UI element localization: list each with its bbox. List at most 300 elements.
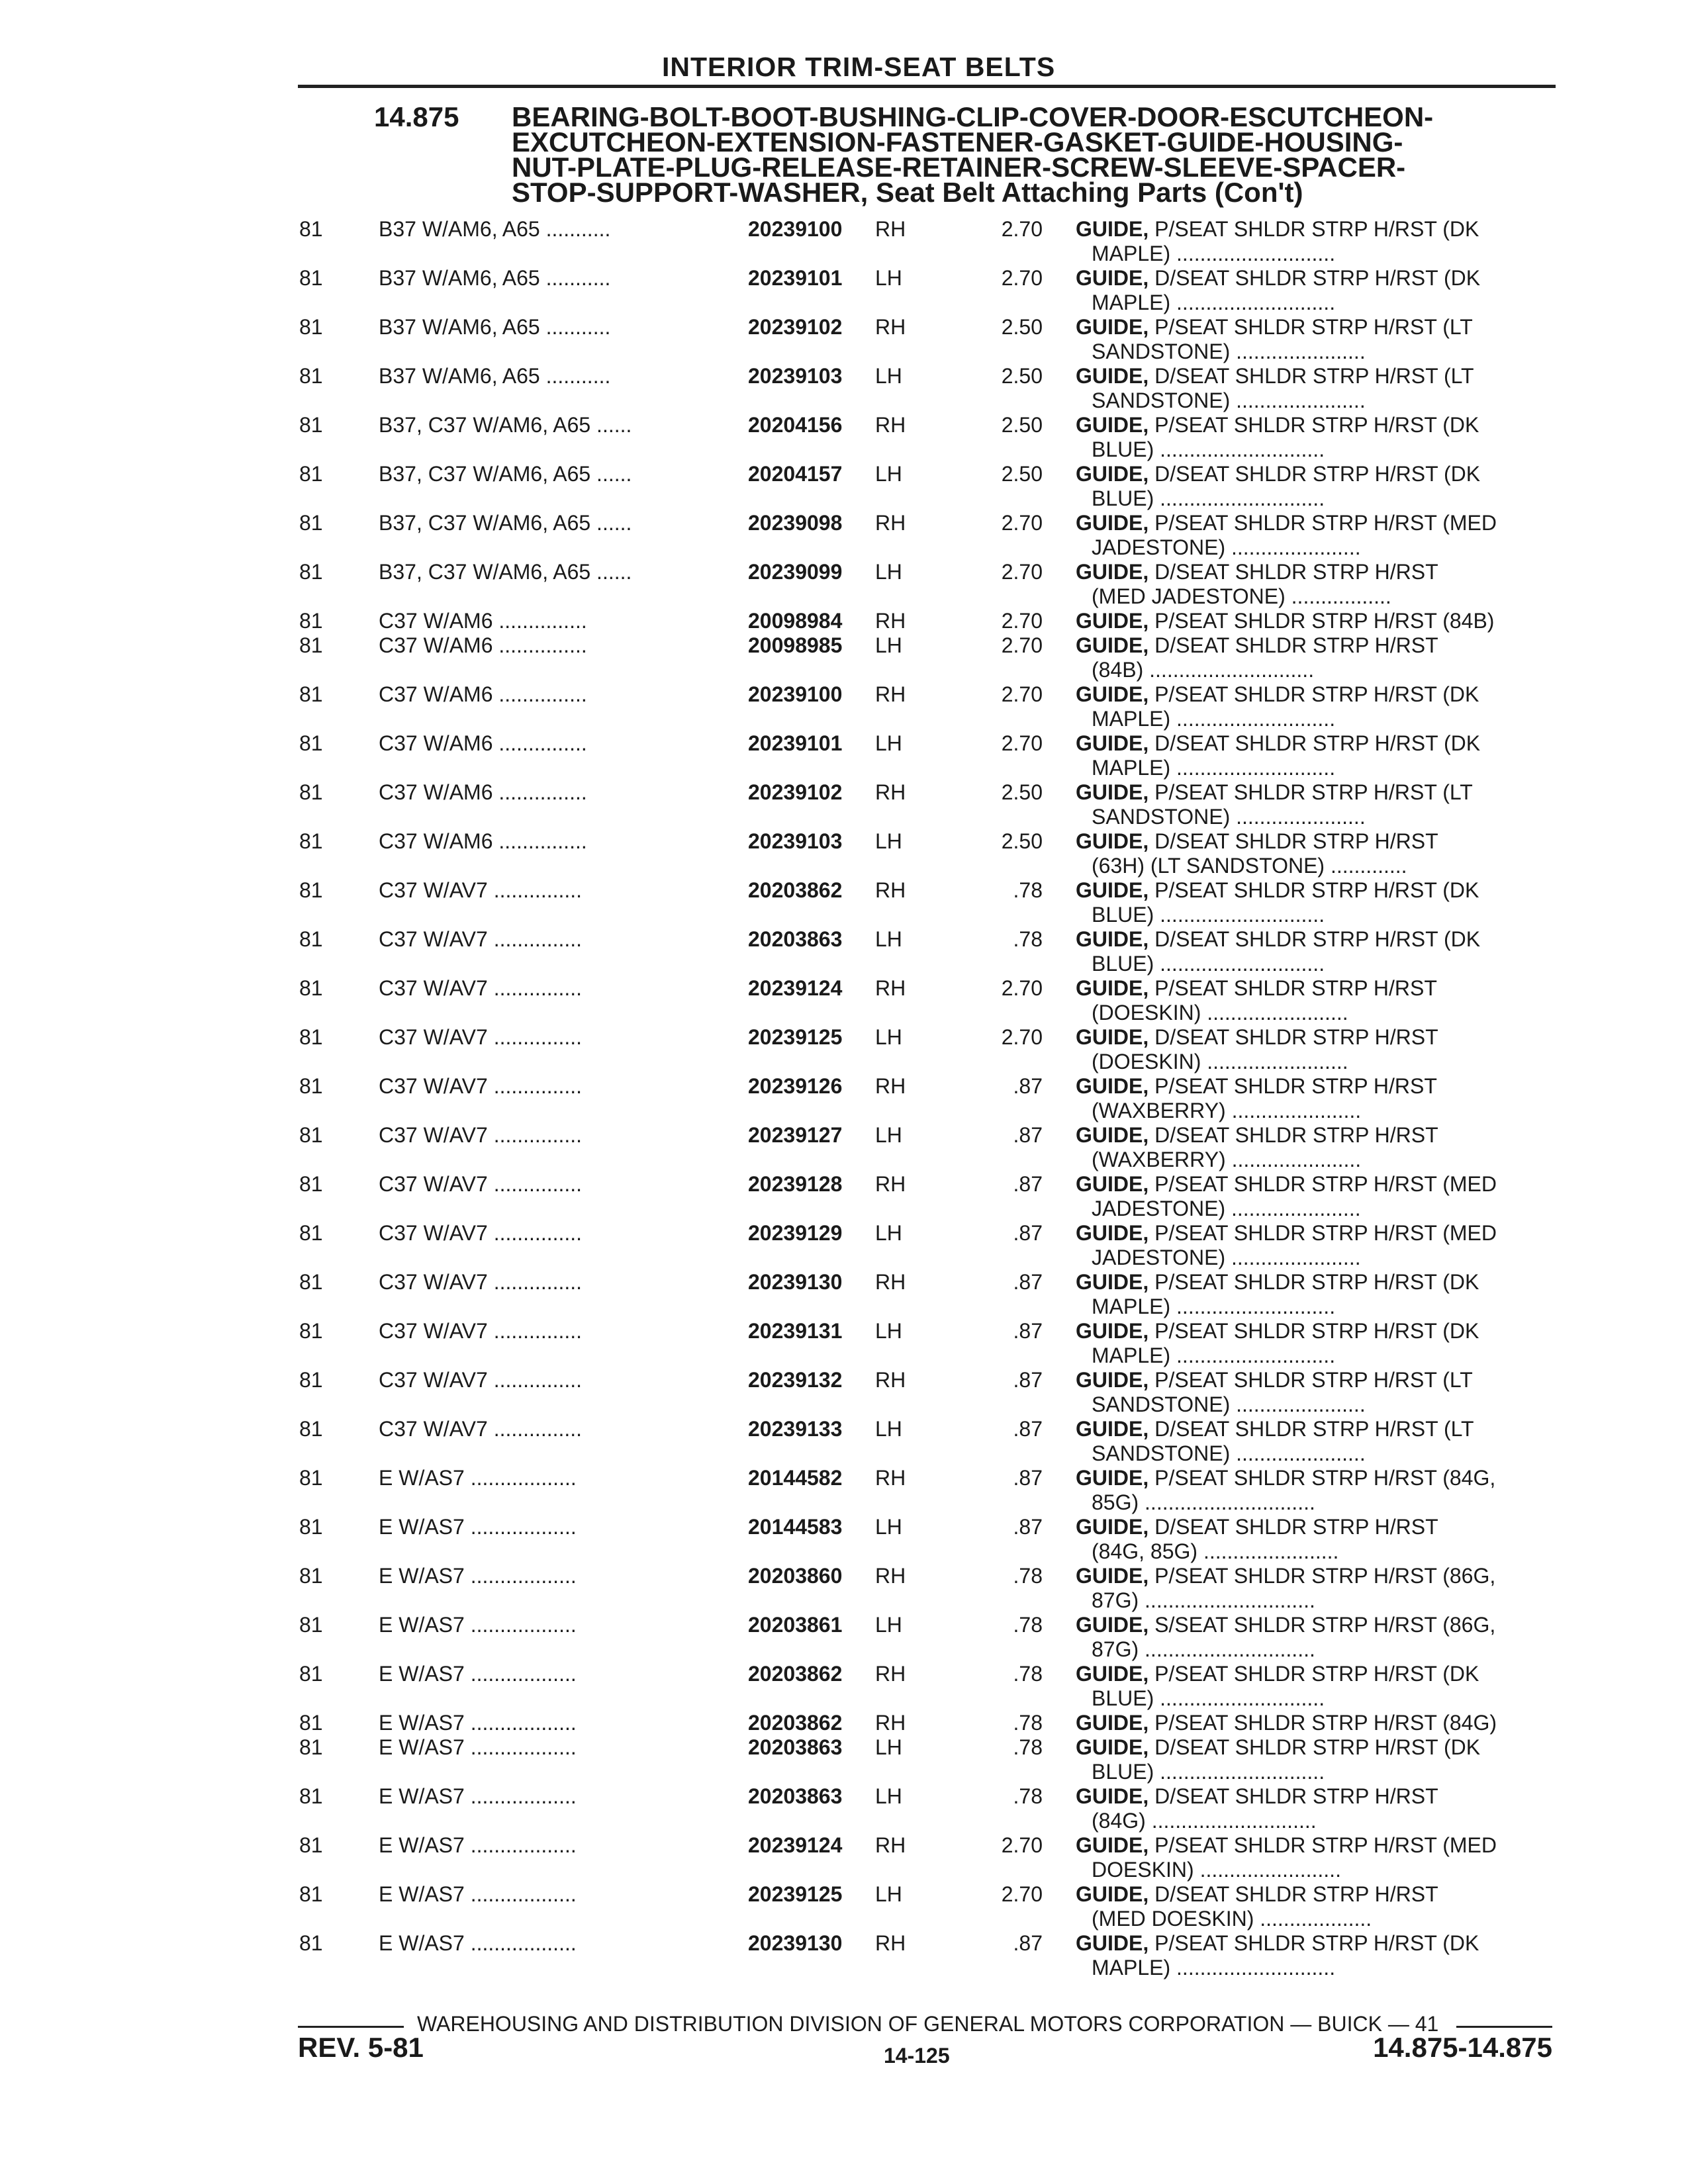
description-line bbox=[1076, 780, 1552, 805]
description-line bbox=[1076, 1735, 1552, 1760]
description-text: D/SEAT SHLDR STRP H/RST bbox=[1149, 1123, 1438, 1147]
parts-row bbox=[0, 1417, 1688, 1466]
description bbox=[1076, 217, 1552, 266]
part-number: 20239133 bbox=[748, 1417, 843, 1441]
part-number: 20239102 bbox=[748, 315, 843, 339]
illustration-number: 81 bbox=[299, 731, 323, 755]
description-line bbox=[1076, 829, 1552, 854]
side: RH bbox=[875, 413, 906, 437]
description-text: P/SEAT SHLDR STRP H/RST (MED bbox=[1149, 511, 1497, 535]
description-line bbox=[1076, 633, 1552, 658]
description-line bbox=[1076, 1417, 1552, 1441]
quantity-price: .87 bbox=[1013, 1172, 1043, 1196]
part-number: 20204156 bbox=[748, 413, 843, 437]
description-line bbox=[1076, 364, 1552, 388]
quantity-price: .78 bbox=[1013, 1784, 1043, 1808]
part-name: GUIDE, bbox=[1076, 1319, 1149, 1343]
application: C37 W/AM6 ............... bbox=[379, 829, 587, 853]
application: C37 W/AV7 ............... bbox=[379, 1221, 583, 1245]
illustration-number: 81 bbox=[299, 1613, 323, 1637]
application: E W/AS7 .................. bbox=[379, 1662, 577, 1686]
side: RH bbox=[875, 1270, 906, 1294]
description-continuation: SANDSTONE) ...................... bbox=[1092, 388, 1366, 412]
revision-label: REV. 5-81 bbox=[298, 2032, 424, 2063]
part-name: GUIDE, bbox=[1076, 1417, 1149, 1441]
illustration-number: 81 bbox=[299, 364, 323, 388]
part-number: 20203862 bbox=[748, 1662, 843, 1686]
description-text: P/SEAT SHLDR STRP H/RST (MED bbox=[1149, 1172, 1497, 1196]
illustration-number: 81 bbox=[299, 1025, 323, 1049]
parts-row bbox=[0, 1711, 1688, 1735]
side: RH bbox=[875, 609, 906, 633]
description-continuation: (WAXBERRY) ...................... bbox=[1092, 1148, 1362, 1171]
parts-list bbox=[0, 217, 1688, 1980]
part-number: 20203860 bbox=[748, 1564, 843, 1588]
description-text: P/SEAT SHLDR STRP H/RST (84G, bbox=[1149, 1466, 1496, 1490]
description-continuation: 87G) ............................. bbox=[1092, 1637, 1315, 1661]
application: B37 W/AM6, A65 ........... bbox=[379, 364, 611, 388]
description bbox=[1076, 1368, 1552, 1417]
parts-row bbox=[0, 829, 1688, 878]
part-number: 20203862 bbox=[748, 878, 843, 902]
description-continuation: MAPLE) ........................... bbox=[1092, 1295, 1336, 1318]
application: C37 W/AV7 ............... bbox=[379, 1172, 583, 1196]
part-name: GUIDE, bbox=[1076, 1931, 1149, 1955]
illustration-number: 81 bbox=[299, 315, 323, 339]
illustration-number: 81 bbox=[299, 217, 323, 241]
description bbox=[1076, 1931, 1552, 1980]
part-number: 20203863 bbox=[748, 1784, 843, 1808]
part-name: GUIDE, bbox=[1076, 927, 1149, 951]
quantity-price: .78 bbox=[1013, 1613, 1043, 1637]
description-continuation: SANDSTONE) ...................... bbox=[1092, 340, 1366, 363]
side: RH bbox=[875, 1368, 906, 1392]
part-name: GUIDE, bbox=[1076, 1270, 1149, 1294]
part-number: 20098985 bbox=[748, 633, 843, 657]
description bbox=[1076, 1319, 1552, 1368]
section-title-line: STOP-SUPPORT-WASHER, Seat Belt Attaching Parts (Con't) bbox=[512, 177, 1303, 208]
application: C37 W/AV7 ............... bbox=[379, 1368, 583, 1392]
description-continuation: (DOESKIN) ........................ bbox=[1092, 1001, 1348, 1024]
quantity-price: .87 bbox=[1013, 1417, 1043, 1441]
description bbox=[1076, 1074, 1552, 1123]
description bbox=[1076, 1515, 1552, 1564]
description-line bbox=[1076, 731, 1552, 756]
description-continuation: SANDSTONE) ...................... bbox=[1092, 1441, 1366, 1465]
part-name: GUIDE, bbox=[1076, 1662, 1149, 1686]
part-number: 20239125 bbox=[748, 1025, 843, 1049]
footer-division: WAREHOUSING AND DISTRIBUTION DIVISION OF GENERAL MOTORS CORPORATION — BUICK — 41 bbox=[417, 2012, 1439, 2036]
description-continuation: (84B) ............................ bbox=[1092, 658, 1315, 682]
side: RH bbox=[875, 780, 906, 804]
application: E W/AS7 .................. bbox=[379, 1711, 577, 1735]
quantity-price: .87 bbox=[1013, 1074, 1043, 1098]
application: C37 W/AM6 ............... bbox=[379, 780, 587, 804]
side: RH bbox=[875, 1466, 906, 1490]
side: LH bbox=[875, 1123, 902, 1147]
description-text: P/SEAT SHLDR STRP H/RST (86G, bbox=[1149, 1564, 1496, 1588]
description-text: D/SEAT SHLDR STRP H/RST (DK bbox=[1149, 731, 1481, 755]
description-line bbox=[1076, 1270, 1552, 1295]
quantity-price: .87 bbox=[1013, 1270, 1043, 1294]
illustration-number: 81 bbox=[299, 1784, 323, 1808]
parts-row bbox=[0, 266, 1688, 315]
part-name: GUIDE, bbox=[1076, 1172, 1149, 1196]
quantity-price: 2.70 bbox=[1001, 1833, 1043, 1857]
application: B37, C37 W/AM6, A65 ...... bbox=[379, 511, 632, 535]
description-line bbox=[1076, 1784, 1552, 1809]
quantity-price: 2.70 bbox=[1001, 976, 1043, 1000]
quantity-price: .78 bbox=[1013, 1662, 1043, 1686]
parts-row bbox=[0, 1564, 1688, 1613]
description-line bbox=[1076, 315, 1552, 340]
quantity-price: 2.70 bbox=[1001, 266, 1043, 290]
illustration-number: 81 bbox=[299, 1319, 323, 1343]
illustration-number: 81 bbox=[299, 1711, 323, 1735]
part-name: GUIDE, bbox=[1076, 633, 1149, 657]
quantity-price: 2.70 bbox=[1001, 1882, 1043, 1906]
part-number: 20239100 bbox=[748, 682, 843, 706]
section-number: 14.875 bbox=[374, 101, 459, 132]
quantity-price: 2.50 bbox=[1001, 780, 1043, 804]
quantity-price: .78 bbox=[1013, 878, 1043, 902]
part-number: 20239101 bbox=[748, 266, 843, 290]
parts-row bbox=[0, 560, 1688, 609]
application: E W/AS7 .................. bbox=[379, 1735, 577, 1759]
part-name: GUIDE, bbox=[1076, 315, 1149, 339]
application: C37 W/AV7 ............... bbox=[379, 927, 583, 951]
description-line bbox=[1076, 609, 1552, 633]
description-continuation: JADESTONE) ...................... bbox=[1092, 1246, 1361, 1269]
description-text: P/SEAT SHLDR STRP H/RST (DK bbox=[1149, 413, 1479, 437]
part-name: GUIDE, bbox=[1076, 217, 1149, 241]
description bbox=[1076, 1882, 1552, 1931]
side: RH bbox=[875, 1931, 906, 1955]
parts-row bbox=[0, 1931, 1688, 1980]
description-line bbox=[1076, 976, 1552, 1001]
application: B37 W/AM6, A65 ........... bbox=[379, 315, 611, 339]
description-continuation: MAPLE) ........................... bbox=[1092, 1343, 1336, 1367]
application: E W/AS7 .................. bbox=[379, 1784, 577, 1808]
quantity-price: 2.70 bbox=[1001, 560, 1043, 584]
side: RH bbox=[875, 511, 906, 535]
illustration-number: 81 bbox=[299, 266, 323, 290]
description bbox=[1076, 878, 1552, 927]
part-number: 20239125 bbox=[748, 1882, 843, 1906]
part-number: 20239131 bbox=[748, 1319, 843, 1343]
description-text: P/SEAT SHLDR STRP H/RST (MED bbox=[1149, 1221, 1497, 1245]
part-name: GUIDE, bbox=[1076, 780, 1149, 804]
parts-row bbox=[0, 315, 1688, 364]
parts-row bbox=[0, 1025, 1688, 1074]
application: E W/AS7 .................. bbox=[379, 1466, 577, 1490]
description-line bbox=[1076, 1368, 1552, 1392]
side: LH bbox=[875, 633, 902, 657]
part-number: 20203862 bbox=[748, 1711, 843, 1735]
description-text: P/SEAT SHLDR STRP H/RST (84G) bbox=[1149, 1711, 1497, 1735]
page-title: INTERIOR TRIM-SEAT BELTS bbox=[662, 52, 1056, 82]
description-continuation: (63H) (LT SANDSTONE) ............. bbox=[1092, 854, 1407, 878]
description bbox=[1076, 511, 1552, 560]
description-line bbox=[1076, 1123, 1552, 1148]
illustration-number: 81 bbox=[299, 1368, 323, 1392]
part-name: GUIDE, bbox=[1076, 1368, 1149, 1392]
description-text: D/SEAT SHLDR STRP H/RST (DK bbox=[1149, 266, 1481, 290]
description-text: P/SEAT SHLDR STRP H/RST (DK bbox=[1149, 878, 1479, 902]
description-text: D/SEAT SHLDR STRP H/RST (DK bbox=[1149, 462, 1481, 486]
part-name: GUIDE, bbox=[1076, 1564, 1149, 1588]
illustration-number: 81 bbox=[299, 1931, 323, 1955]
quantity-price: 2.50 bbox=[1001, 364, 1043, 388]
side: RH bbox=[875, 1564, 906, 1588]
description-continuation: (WAXBERRY) ...................... bbox=[1092, 1099, 1362, 1122]
description-text: P/SEAT SHLDR STRP H/RST (LT bbox=[1149, 780, 1473, 804]
page-number: 14-125 bbox=[884, 2044, 950, 2068]
illustration-number: 81 bbox=[299, 927, 323, 951]
application: C37 W/AM6 ............... bbox=[379, 633, 587, 657]
application: B37 W/AM6, A65 ........... bbox=[379, 266, 611, 290]
side: LH bbox=[875, 560, 902, 584]
part-number: 20239127 bbox=[748, 1123, 843, 1147]
parts-row bbox=[0, 731, 1688, 780]
quantity-price: 2.70 bbox=[1001, 731, 1043, 755]
description-text: P/SEAT SHLDR STRP H/RST (DK bbox=[1149, 1319, 1479, 1343]
application: B37, C37 W/AM6, A65 ...... bbox=[379, 560, 632, 584]
description-continuation: BLUE) ............................ bbox=[1092, 437, 1325, 461]
parts-row bbox=[0, 1784, 1688, 1833]
side: LH bbox=[875, 1319, 902, 1343]
description-line bbox=[1076, 1221, 1552, 1246]
quantity-price: 2.70 bbox=[1001, 609, 1043, 633]
description bbox=[1076, 1564, 1552, 1613]
description-text: P/SEAT SHLDR STRP H/RST (DK bbox=[1149, 1662, 1479, 1686]
part-number: 20239103 bbox=[748, 364, 843, 388]
parts-row bbox=[0, 1172, 1688, 1221]
description-line bbox=[1076, 511, 1552, 535]
description-continuation: BLUE) ............................ bbox=[1092, 486, 1325, 510]
quantity-price: .87 bbox=[1013, 1466, 1043, 1490]
illustration-number: 81 bbox=[299, 1735, 323, 1759]
part-name: GUIDE, bbox=[1076, 1221, 1149, 1245]
description-continuation: (DOESKIN) ........................ bbox=[1092, 1050, 1348, 1073]
side: LH bbox=[875, 462, 902, 486]
parts-row bbox=[0, 1123, 1688, 1172]
description bbox=[1076, 927, 1552, 976]
quantity-price: .78 bbox=[1013, 1564, 1043, 1588]
part-name: GUIDE, bbox=[1076, 462, 1149, 486]
description-continuation: (MED DOESKIN) ................... bbox=[1092, 1907, 1372, 1931]
application: C37 W/AV7 ............... bbox=[379, 878, 583, 902]
side: LH bbox=[875, 927, 902, 951]
section-title-line: BEARING-BOLT-BOOT-BUSHING-CLIP-COVER-DOOR-ESCUTCHEON- bbox=[512, 101, 1434, 132]
illustration-number: 81 bbox=[299, 462, 323, 486]
quantity-price: .87 bbox=[1013, 1515, 1043, 1539]
part-number: 20098984 bbox=[748, 609, 843, 633]
description-line bbox=[1076, 560, 1552, 584]
description-text: P/SEAT SHLDR STRP H/RST bbox=[1149, 1074, 1437, 1098]
parts-row bbox=[0, 1270, 1688, 1319]
application: C37 W/AV7 ............... bbox=[379, 1074, 583, 1098]
side: LH bbox=[875, 1882, 902, 1906]
part-number: 20144583 bbox=[748, 1515, 843, 1539]
side: LH bbox=[875, 1515, 902, 1539]
description-text: P/SEAT SHLDR STRP H/RST (DK bbox=[1149, 1931, 1479, 1955]
application: C37 W/AV7 ............... bbox=[379, 1417, 583, 1441]
description-line bbox=[1076, 1466, 1552, 1490]
application: E W/AS7 .................. bbox=[379, 1613, 577, 1637]
illustration-number: 81 bbox=[299, 1662, 323, 1686]
title-rule bbox=[298, 85, 1556, 88]
description-continuation: 87G) ............................. bbox=[1092, 1588, 1315, 1612]
part-number: 20239098 bbox=[748, 511, 843, 535]
description-line bbox=[1076, 1833, 1552, 1858]
section-range: 14.875-14.875 bbox=[1373, 2032, 1552, 2063]
description-continuation: SANDSTONE) ...................... bbox=[1092, 1392, 1366, 1416]
description-text: D/SEAT SHLDR STRP H/RST (LT bbox=[1149, 1417, 1474, 1441]
description-text: D/SEAT SHLDR STRP H/RST bbox=[1149, 1882, 1438, 1906]
description-text: P/SEAT SHLDR STRP H/RST (DK bbox=[1149, 217, 1479, 241]
description-line bbox=[1076, 1662, 1552, 1686]
description-text: D/SEAT SHLDR STRP H/RST bbox=[1149, 1025, 1438, 1049]
part-name: GUIDE, bbox=[1076, 1025, 1149, 1049]
description-continuation: BLUE) ............................ bbox=[1092, 1760, 1325, 1784]
part-name: GUIDE, bbox=[1076, 1613, 1149, 1637]
illustration-number: 81 bbox=[299, 1221, 323, 1245]
description-text: P/SEAT SHLDR STRP H/RST (MED bbox=[1149, 1833, 1497, 1857]
quantity-price: .87 bbox=[1013, 1931, 1043, 1955]
illustration-number: 81 bbox=[299, 1172, 323, 1196]
quantity-price: 2.70 bbox=[1001, 682, 1043, 706]
part-name: GUIDE, bbox=[1076, 878, 1149, 902]
part-name: GUIDE, bbox=[1076, 1711, 1149, 1735]
description-line bbox=[1076, 1711, 1552, 1735]
description-line bbox=[1076, 462, 1552, 486]
section-title-line: EXCUTCHEON-EXTENSION-FASTENER-GASKET-GUIDE-HOUSING- bbox=[512, 126, 1403, 158]
parts-row bbox=[0, 1735, 1688, 1784]
part-number: 20144582 bbox=[748, 1466, 843, 1490]
illustration-number: 81 bbox=[299, 511, 323, 535]
description bbox=[1076, 1172, 1552, 1221]
illustration-number: 81 bbox=[299, 976, 323, 1000]
side: LH bbox=[875, 364, 902, 388]
description-text: D/SEAT SHLDR STRP H/RST (DK bbox=[1149, 927, 1481, 951]
side: RH bbox=[875, 1833, 906, 1857]
application: E W/AS7 .................. bbox=[379, 1515, 577, 1539]
application: B37 W/AM6, A65 ........... bbox=[379, 217, 611, 241]
footer-rule bbox=[1456, 2026, 1552, 2028]
quantity-price: 2.50 bbox=[1001, 462, 1043, 486]
part-name: GUIDE, bbox=[1076, 1074, 1149, 1098]
application: C37 W/AV7 ............... bbox=[379, 1319, 583, 1343]
description-line bbox=[1076, 1074, 1552, 1099]
illustration-number: 81 bbox=[299, 1882, 323, 1906]
part-number: 20239130 bbox=[748, 1931, 843, 1955]
part-name: GUIDE, bbox=[1076, 976, 1149, 1000]
part-name: GUIDE, bbox=[1076, 1784, 1149, 1808]
parts-row bbox=[0, 217, 1688, 266]
parts-row bbox=[0, 1319, 1688, 1368]
quantity-price: 2.70 bbox=[1001, 633, 1043, 657]
application: E W/AS7 .................. bbox=[379, 1833, 577, 1857]
parts-row bbox=[0, 927, 1688, 976]
quantity-price: .87 bbox=[1013, 1368, 1043, 1392]
part-name: GUIDE, bbox=[1076, 1466, 1149, 1490]
description bbox=[1076, 976, 1552, 1025]
parts-row bbox=[0, 1221, 1688, 1270]
description-line bbox=[1076, 1319, 1552, 1343]
part-name: GUIDE, bbox=[1076, 682, 1149, 706]
description bbox=[1076, 1221, 1552, 1270]
part-number: 20204157 bbox=[748, 462, 843, 486]
description-text: P/SEAT SHLDR STRP H/RST (LT bbox=[1149, 315, 1473, 339]
description-text: S/SEAT SHLDR STRP H/RST (86G, bbox=[1149, 1613, 1496, 1637]
side: LH bbox=[875, 1613, 902, 1637]
description bbox=[1076, 1711, 1552, 1735]
description-continuation: 85G) ............................. bbox=[1092, 1490, 1315, 1514]
part-number: 20239126 bbox=[748, 1074, 843, 1098]
part-name: GUIDE, bbox=[1076, 266, 1149, 290]
part-number: 20239099 bbox=[748, 560, 843, 584]
description bbox=[1076, 633, 1552, 682]
description-text: P/SEAT SHLDR STRP H/RST (DK bbox=[1149, 1270, 1479, 1294]
illustration-number: 81 bbox=[299, 682, 323, 706]
description-continuation: (MED JADESTONE) ................. bbox=[1092, 584, 1391, 608]
parts-row bbox=[0, 609, 1688, 633]
description-line bbox=[1076, 266, 1552, 291]
description-text: D/SEAT SHLDR STRP H/RST bbox=[1149, 1515, 1438, 1539]
parts-row bbox=[0, 633, 1688, 682]
application: C37 W/AM6 ............... bbox=[379, 609, 587, 633]
illustration-number: 81 bbox=[299, 1466, 323, 1490]
quantity-price: 2.70 bbox=[1001, 511, 1043, 535]
description-text: D/SEAT SHLDR STRP H/RST bbox=[1149, 560, 1438, 584]
description-continuation: MAPLE) ........................... bbox=[1092, 291, 1336, 314]
quantity-price: .78 bbox=[1013, 1711, 1043, 1735]
description bbox=[1076, 315, 1552, 364]
part-name: GUIDE, bbox=[1076, 1833, 1149, 1857]
application: C37 W/AV7 ............... bbox=[379, 976, 583, 1000]
description bbox=[1076, 1123, 1552, 1172]
description-continuation: JADESTONE) ...................... bbox=[1092, 1197, 1361, 1220]
description-line bbox=[1076, 413, 1552, 437]
illustration-number: 81 bbox=[299, 1123, 323, 1147]
side: LH bbox=[875, 266, 902, 290]
application: E W/AS7 .................. bbox=[379, 1564, 577, 1588]
parts-row bbox=[0, 780, 1688, 829]
application: B37, C37 W/AM6, A65 ...... bbox=[379, 462, 632, 486]
illustration-number: 81 bbox=[299, 633, 323, 657]
description bbox=[1076, 609, 1552, 633]
description-continuation: BLUE) ............................ bbox=[1092, 903, 1325, 927]
description-line bbox=[1076, 1931, 1552, 1956]
description bbox=[1076, 1735, 1552, 1784]
part-name: GUIDE, bbox=[1076, 511, 1149, 535]
description bbox=[1076, 1417, 1552, 1466]
part-number: 20203861 bbox=[748, 1613, 843, 1637]
illustration-number: 81 bbox=[299, 1074, 323, 1098]
parts-row bbox=[0, 878, 1688, 927]
illustration-number: 81 bbox=[299, 1564, 323, 1588]
description bbox=[1076, 560, 1552, 609]
description-text: D/SEAT SHLDR STRP H/RST bbox=[1149, 1784, 1438, 1808]
side: RH bbox=[875, 1172, 906, 1196]
description-continuation: MAPLE) ........................... bbox=[1092, 707, 1336, 731]
part-number: 20239130 bbox=[748, 1270, 843, 1294]
quantity-price: 2.50 bbox=[1001, 315, 1043, 339]
description-continuation: MAPLE) ........................... bbox=[1092, 756, 1336, 780]
parts-row bbox=[0, 462, 1688, 511]
side: LH bbox=[875, 731, 902, 755]
